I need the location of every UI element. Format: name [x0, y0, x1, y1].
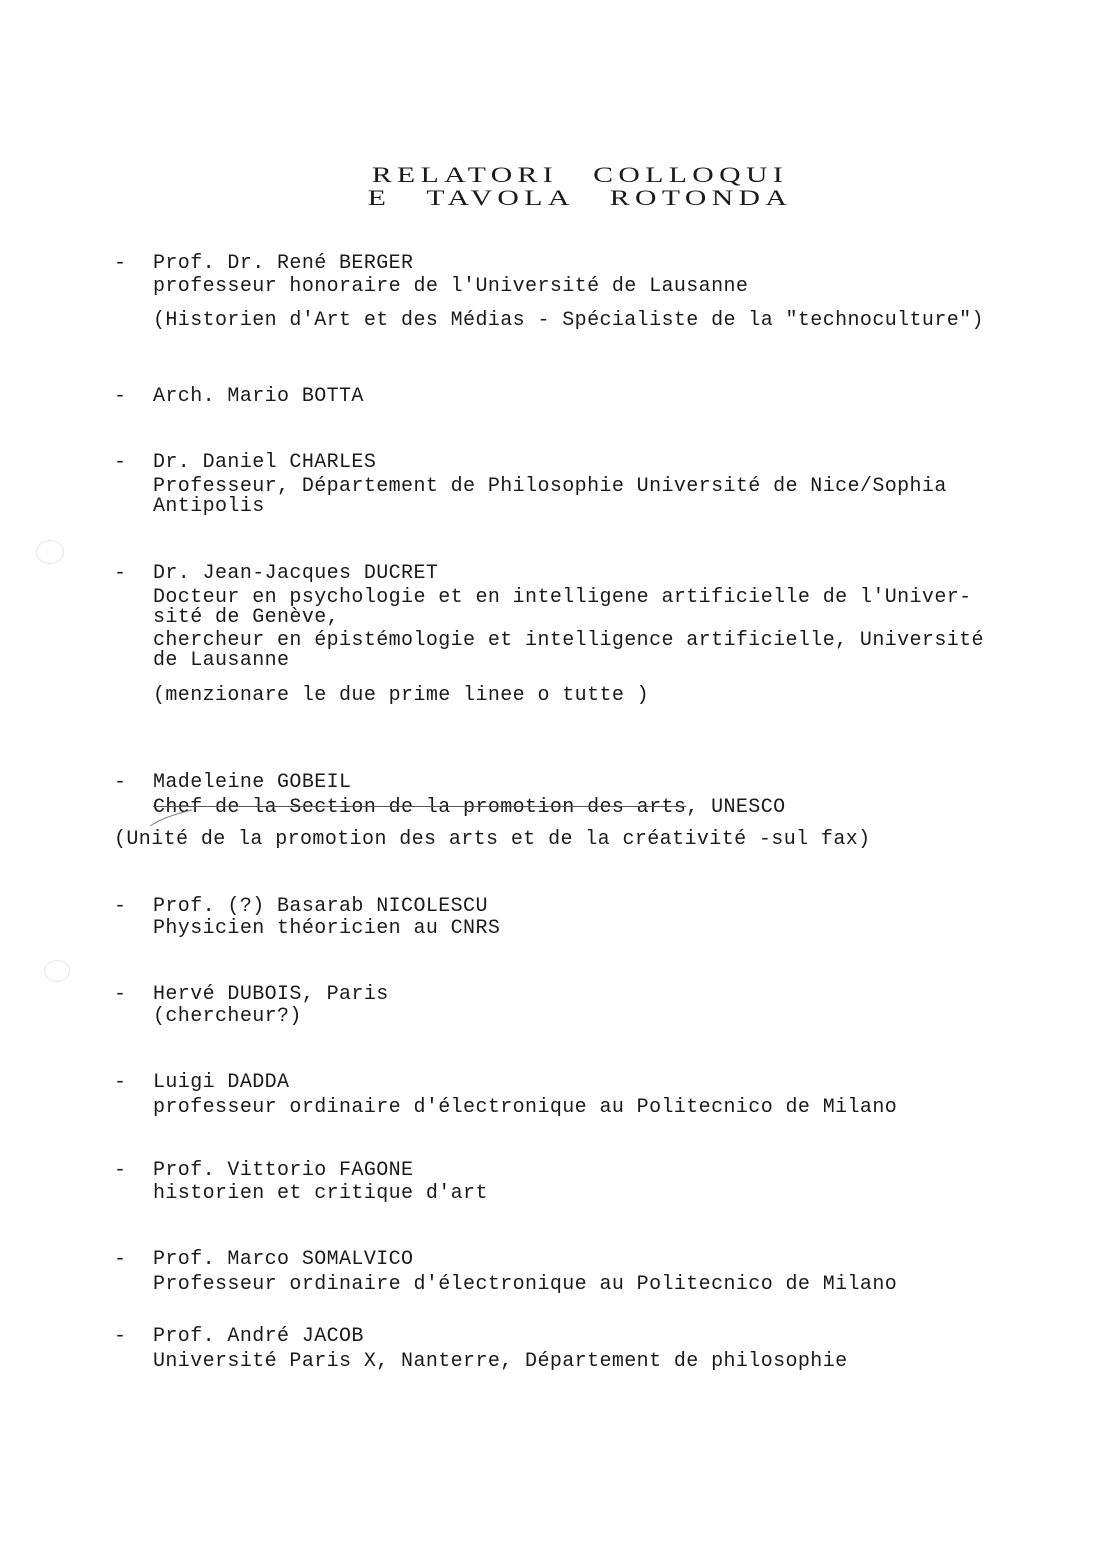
speaker-detail: chercheur en épistémologie et intelligence artificielle, Université — [153, 629, 984, 652]
speaker-note: (Unité de la promotion des arts et de la créativité -sul fax) — [114, 828, 871, 851]
scan-speck-icon — [36, 540, 64, 564]
speaker-detail: Docteur en psychologie et en intelligene artificielle de l'Univer- — [153, 586, 972, 609]
list-bullet: - — [114, 895, 127, 918]
speaker-detail: de Lausanne — [153, 649, 290, 672]
title-word: ROTONDA — [609, 185, 793, 210]
speaker-name: Prof. Dr. René BERGER — [153, 252, 414, 275]
speaker-name: Prof. (?) Basarab NICOLESCU — [153, 895, 488, 918]
speaker-detail: Université Paris X, Nanterre, Département de philosophie — [153, 1350, 848, 1373]
speaker-detail: Professeur, Département de Philosophie Université de Nice/Sophia — [153, 475, 947, 498]
pen-stroke-icon — [148, 808, 198, 830]
title-word: COLLOQUI — [593, 162, 789, 187]
speaker-detail: (chercheur?) — [153, 1005, 302, 1028]
title-line-2 — [0, 186, 1100, 210]
speaker-detail: sité de Genève, — [153, 606, 340, 629]
title-word: RELATORI — [371, 162, 559, 187]
title-line-1 — [0, 163, 1100, 187]
speaker-detail: professeur ordinaire d'électronique au Politecnico de Milano — [153, 1096, 898, 1119]
speaker-detail: Professeur ordinaire d'électronique au Politecnico de Milano — [153, 1273, 898, 1296]
speaker-detail: Antipolis — [153, 495, 265, 518]
speaker-detail: Physicien théoricien au CNRS — [153, 917, 501, 940]
list-bullet: - — [114, 1159, 127, 1182]
speaker-detail: professeur honoraire de l'Université de Lausanne — [153, 275, 749, 298]
speaker-name: Dr. Jean-Jacques DUCRET — [153, 562, 439, 585]
speaker-detail: (Historien d'Art et des Médias - Spécialiste de la "technoculture") — [153, 309, 984, 332]
struck-text: Chef de la Section de la promotion des arts — [153, 796, 687, 819]
scan-speck-icon — [44, 960, 70, 982]
list-bullet: - — [114, 983, 127, 1006]
speaker-detail: historien et critique d'art — [153, 1182, 488, 1205]
speaker-name: Prof. Vittorio FAGONE — [153, 1159, 414, 1182]
speaker-note: (menzionare le due prime linee o tutte ) — [153, 684, 650, 707]
list-bullet: - — [114, 1325, 127, 1348]
speaker-name: Dr. Daniel CHARLES — [153, 451, 377, 474]
list-bullet: - — [114, 1071, 127, 1094]
speaker-detail-rest: , UNESCO — [686, 796, 786, 819]
title-word: E — [367, 185, 392, 210]
speaker-detail — [153, 797, 786, 819]
speaker-name: Arch. Mario BOTTA — [153, 385, 364, 408]
list-bullet: - — [114, 562, 127, 585]
list-bullet: - — [114, 451, 127, 474]
speaker-name: Hervé DUBOIS, Paris — [153, 983, 389, 1006]
list-bullet: - — [114, 385, 127, 408]
list-bullet: - — [114, 252, 127, 275]
speaker-name: Luigi DADDA — [153, 1071, 290, 1094]
list-bullet: - — [114, 1248, 127, 1271]
speaker-name: Madeleine GOBEIL — [153, 771, 352, 794]
title-word: TAVOLA — [426, 185, 575, 210]
speaker-name: Prof. André JACOB — [153, 1325, 364, 1348]
list-bullet: - — [114, 771, 127, 794]
speaker-name: Prof. Marco SOMALVICO — [153, 1248, 414, 1271]
